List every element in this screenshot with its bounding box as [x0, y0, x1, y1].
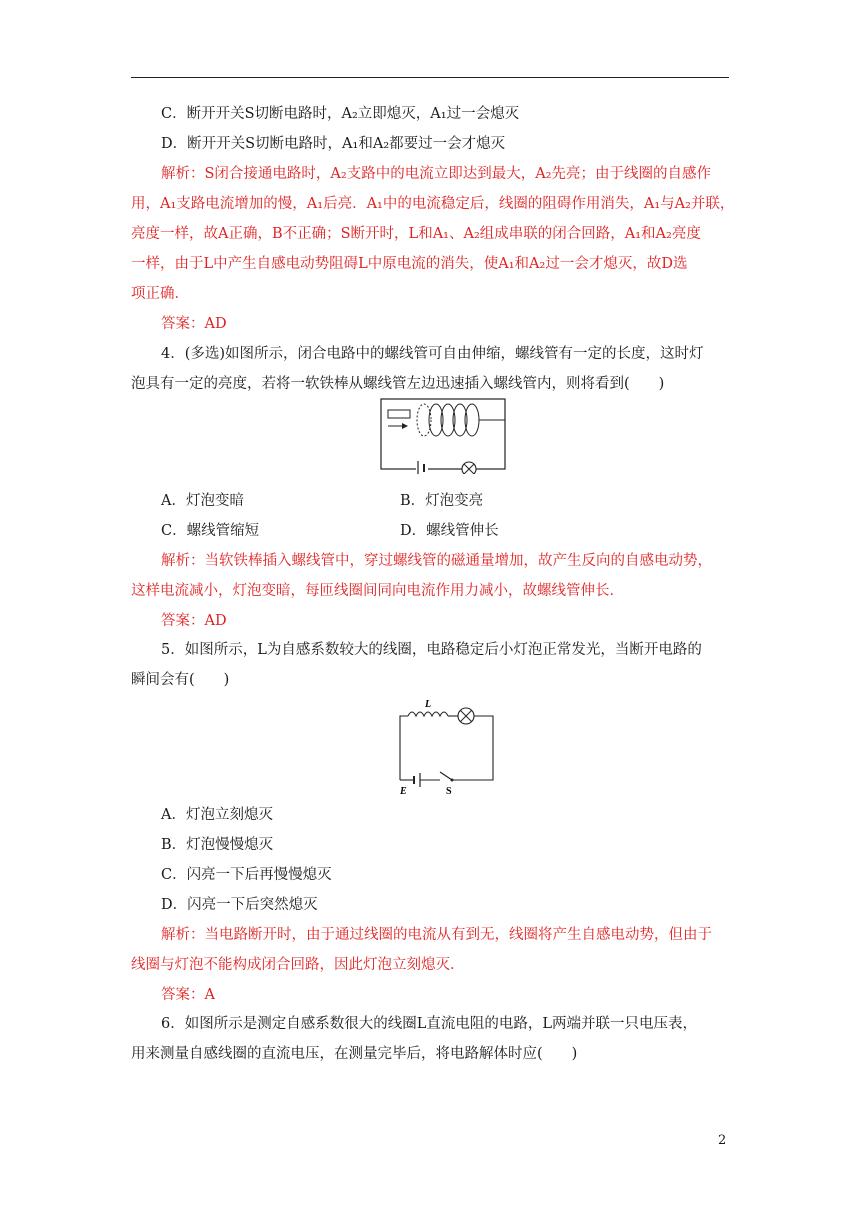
q4-option-c: C．螺线管缩短	[161, 523, 260, 539]
q5-option-d: D．闪亮一下后突然熄灭	[161, 897, 318, 913]
q3-analysis-line-1: 解析：S闭合接通电路时，A₂支路中的电流立即达到最大，A₂先亮；由于线圈的自感作	[161, 166, 711, 182]
q3-answer: 答案：AD	[161, 316, 227, 332]
q4-stem-line-2: 泡具有一定的亮度，若将一软铁棒从螺线管左边迅速插入螺线管内，则将看到( )	[131, 376, 665, 392]
q5-option-b: B．灯泡慢慢熄灭	[161, 837, 274, 853]
q3-analysis-line-3: 亮度一样，故A正确，B不正确；S断开时，L和A₁、A₂组成串联的闭合回路，A₁和A₂亮度	[131, 226, 701, 242]
q5-figure-label-e: E	[400, 786, 407, 796]
q6-stem-line-2: 用来测量自感线圈的直流电压，在测量完毕后，将电路解体时应( )	[131, 1046, 578, 1062]
q5-analysis-line-2: 线圈与灯泡不能构成闭合回路，因此灯泡立刻熄灭．	[131, 957, 465, 973]
q4-analysis-line-1: 解析：当软铁棒插入螺线管中，穿过螺线管的磁通量增加，故产生反向的自感电动势，	[161, 553, 712, 569]
q4-option-a: A．灯泡变暗	[161, 493, 244, 509]
q3-analysis-line-5: 项正确．	[131, 286, 189, 302]
q4-solenoid-circuit-figure	[378, 396, 510, 474]
q5-stem-line-2: 瞬间会有( )	[131, 672, 230, 688]
header-rule	[131, 77, 729, 78]
q5-answer: 答案：A	[161, 987, 215, 1003]
q5-option-c: C．闪亮一下后再慢慢熄灭	[161, 867, 332, 883]
q4-analysis-line-2: 这样电流减小，灯泡变暗，每匝线圈间同向电流作用力减小，故螺线管伸长．	[131, 583, 624, 599]
q4-stem-line-1: 4．(多选)如图所示，闭合电路中的螺线管可自由伸缩，螺线管有一定的长度，这时灯	[161, 346, 704, 362]
q3-option-d: D．断开开关S切断电路时，A₁和A₂都要过一会才熄灭	[161, 136, 506, 152]
q5-analysis-line-1: 解析：当电路断开时，由于通过线圈的电流从有到无，线圈将产生自感电动势，但由于	[161, 927, 712, 943]
q5-inductor-circuit-figure	[392, 696, 502, 796]
q5-stem-line-1: 5．如图所示，L为自感系数较大的线圈，电路稳定后小灯泡正常发光，当断开电路的	[161, 642, 702, 658]
q5-figure-label-s: S	[446, 786, 452, 796]
q4-answer: 答案：AD	[161, 613, 227, 629]
q3-option-c: C．断开开关S切断电路时，A₂立即熄灭，A₁过一会熄灭	[161, 106, 520, 122]
q6-stem-line-1: 6．如图所示是测定自感系数很大的线圈L直流电阻的电路，L两端并联一只电压表，	[161, 1016, 697, 1032]
q5-option-a: A．灯泡立刻熄灭	[161, 807, 273, 823]
q3-analysis-line-4: 一样，由于L中产生自感电动势阻碍L中原电流的消失，使A₁和A₂过一会才熄灭，故D选	[131, 256, 688, 272]
q4-option-d: D．螺线管伸长	[400, 523, 499, 539]
q5-figure-label-l: L	[425, 699, 432, 710]
page-number: 2	[718, 1133, 727, 1148]
q3-analysis-line-2: 用，A₁支路电流增加的慢，A₁后亮．A₁中的电流稳定后，线圈的阻碍作用消失，A₁与A₂并联，	[131, 196, 735, 212]
q4-option-b: B．灯泡变亮	[400, 493, 484, 509]
